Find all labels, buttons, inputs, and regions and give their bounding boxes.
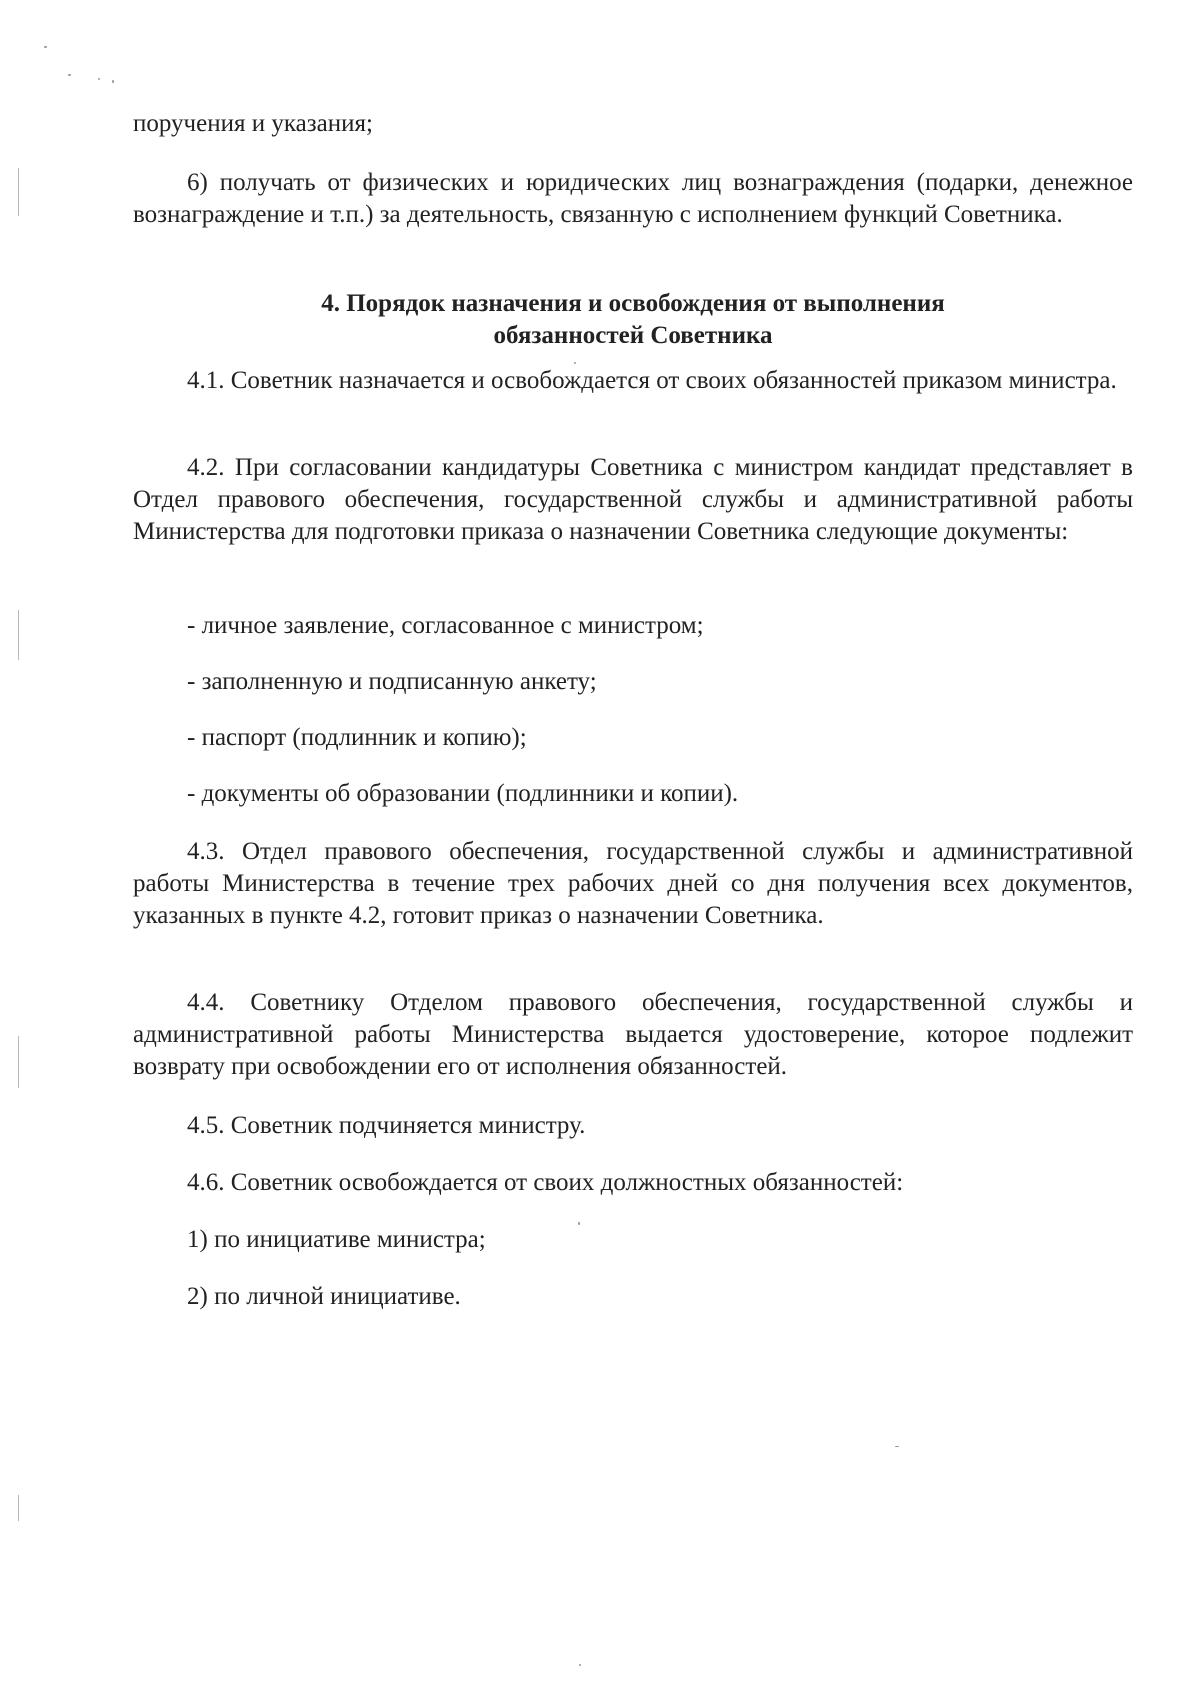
list-item: - личное заявление, согласованное с министром;: [187, 612, 704, 639]
scan-speck: [579, 1664, 581, 1666]
list-item: - документы об образовании (подлинники и копии).: [187, 780, 739, 807]
scan-speck: [68, 74, 71, 76]
scan-speck: [112, 80, 114, 83]
paragraph-item-6: 6) получать от физических и юридических лиц вознаграждения (подарки, денежное вознаграждение и т.п.) за деятельность, связанную с исполнением функций Советника.: [133, 169, 1133, 228]
scan-margin-mark: [18, 610, 19, 660]
paragraph-4-2: 4.2. При согласовании кандидатуры Советника с министром кандидат представляет в Отдел правового обеспечения, государственной службы и административной работы Министерства для подготовки приказа о назначении Советника следующие документы:: [133, 454, 1133, 545]
section-heading-line-1: 4. Порядок назначения и освобождения от выполнения: [321, 290, 945, 317]
scan-speck: [574, 362, 576, 364]
list-item-2: 2) по личной инициативе.: [187, 1283, 461, 1310]
scan-margin-mark: [18, 1495, 19, 1521]
list-item: - заполненную и подписанную анкету;: [187, 668, 597, 695]
paragraph-4-5: 4.5. Советник подчиняется министру.: [187, 1112, 586, 1139]
paragraph-4-6: 4.6. Советник освобождается от своих должностных обязанностей:: [187, 1169, 904, 1196]
scan-margin-mark: [18, 1036, 19, 1088]
scan-margin-mark: [18, 168, 19, 216]
list-item-1: 1) по инициативе министра;: [187, 1226, 486, 1253]
scan-speck: [98, 78, 100, 80]
scan-speck: [44, 46, 47, 48]
section-heading-line-2: обязанностей Советника: [493, 322, 773, 349]
paragraph-4-4: 4.4. Советнику Отделом правового обеспечения, государственной службы и административной работы Министерства выдается удостоверение, которое подлежит возврату при освобождении его от исполнения обязанностей.: [133, 989, 1133, 1080]
paragraph-4-3: 4.3. Отдел правового обеспечения, государственной службы и административной работы Министерства в течение трех рабочих дней со дня получения всех документов, указанных в пункте 4.2, готовит приказ о назначении Советника.: [133, 838, 1133, 929]
paragraph-4-1: 4.1. Советник назначается и освобождается от своих обязанностей приказом министра.: [187, 367, 1117, 394]
list-item: - паспорт (подлинник и копию);: [187, 724, 527, 751]
scan-speck: [895, 1446, 899, 1447]
paragraph-continuation: поручения и указания;: [133, 110, 373, 137]
